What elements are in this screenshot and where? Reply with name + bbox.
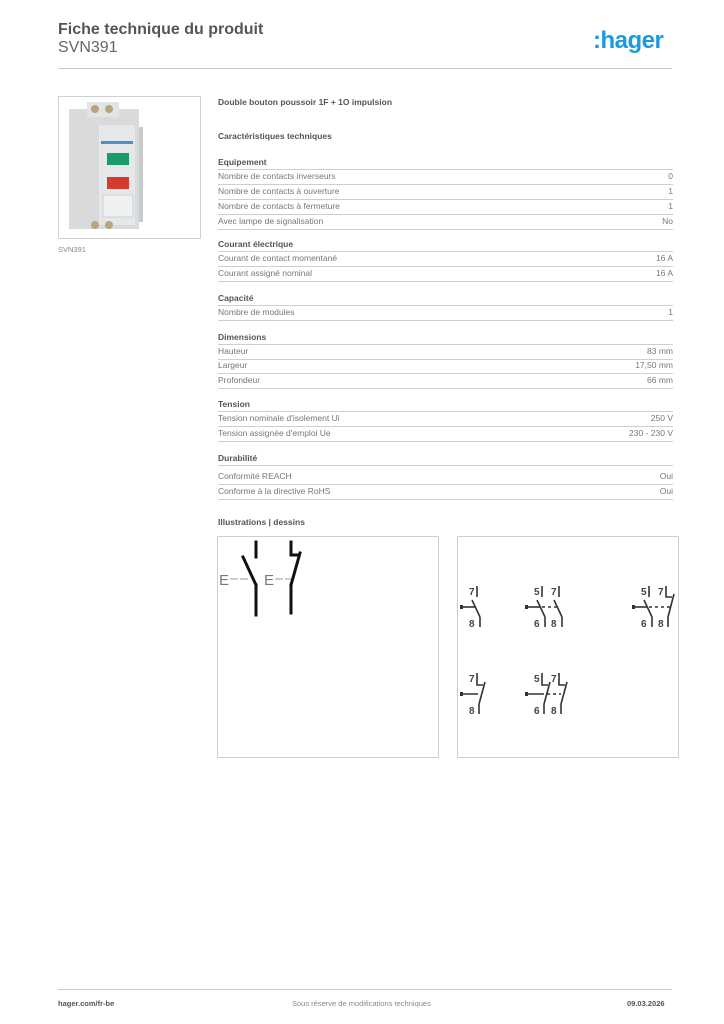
spec-label: Avec lampe de signalisation [218,216,324,226]
spec-label: Courant de contact momentané [218,253,338,263]
spec-value: Oui [659,486,673,496]
svg-text:7: 7 [658,587,664,598]
spec-value: 17,50 mm [635,360,673,370]
contact-variants-icon [458,537,680,759]
product-code: SVN391 [58,39,118,56]
section-title-courant: Courant électrique [218,238,673,252]
spec-row [218,185,673,200]
spec-value: 230 - 230 V [629,428,673,438]
svg-text:E: E [219,572,230,589]
spec-value: 83 mm [647,346,673,356]
footer-website-link[interactable]: hager.com/fr-be [58,999,115,1008]
footer-date: 09.03.2026 [627,999,665,1008]
spec-value: No [662,216,673,226]
spec-label: Profondeur [218,375,261,385]
spec-value: Oui [659,471,673,481]
spec-value: 16 A [655,268,673,278]
hager-logo: :hager [593,27,664,54]
svg-text:7: 7 [469,587,475,598]
spec-row [218,485,673,500]
contact-variants-box [457,536,679,758]
tech-characteristics-title: Caractéristiques techniques [218,131,332,141]
product-image [58,96,201,239]
header-divider [58,68,672,69]
header-title: Fiche technique du produit [58,21,264,38]
svg-text:8: 8 [469,706,475,717]
svg-text:8: 8 [469,619,475,630]
svg-text:5: 5 [534,587,540,598]
spec-value: 1 [668,186,673,196]
svg-text:5: 5 [534,674,540,685]
spec-value: 1 [668,307,673,317]
spec-row [218,345,673,360]
svg-text:8: 8 [551,619,557,630]
svg-text:8: 8 [551,706,557,717]
section-title-durabilite: Durabilité [218,452,673,466]
spec-row [218,374,673,389]
section-title-equipement: Equipement [218,156,673,170]
spec-label: Courant assigné nominal [218,268,313,278]
illustrations-title: Illustrations | dessins [218,517,305,527]
spec-label: Conformité REACH [218,471,292,481]
spec-row [218,170,673,185]
svg-text:7: 7 [469,674,475,685]
svg-text:6: 6 [534,706,540,717]
spec-label: Nombre de modules [218,307,295,317]
footer-divider [58,989,672,990]
spec-label: Nombre de contacts inverseurs [218,171,336,181]
svg-text:5: 5 [641,587,647,598]
spec-label: Nombre de contacts à ouverture [218,186,340,196]
spec-row [218,252,673,267]
spec-label: Tension assignée d'emploi Ue [218,428,331,438]
spec-row [218,267,673,282]
section-title-tension: Tension [218,398,673,412]
spec-row [218,470,673,485]
spec-row [218,306,673,321]
svg-text:7: 7 [551,674,557,685]
spec-label: Conforme à la directive RoHS [218,486,331,496]
pushbutton-symbol-icon [218,537,440,759]
spec-value: 1 [668,201,673,211]
product-image-caption: SVN391 [58,245,86,254]
svg-text:6: 6 [641,619,647,630]
wiring-diagram-box [217,536,439,758]
spec-value: 16 A [655,253,673,263]
spec-row [218,427,673,442]
spec-row [218,412,673,427]
svg-text:6: 6 [534,619,540,630]
spec-label: Hauteur [218,346,249,356]
section-title-dimensions: Dimensions [218,331,673,345]
svg-text:8: 8 [658,619,664,630]
spec-row [218,200,673,215]
product-description: Double bouton poussoir 1F + 1O impulsion [218,97,393,107]
footer-disclaimer: Sous réserve de modifications techniques [292,999,431,1008]
spec-row [218,359,673,374]
spec-row [218,215,673,230]
spec-label: Largeur [218,360,248,370]
spec-label: Nombre de contacts à fermeture [218,201,340,211]
spec-label: Tension nominale d'isolement Ui [218,413,340,423]
svg-text:E: E [264,572,275,589]
spec-value: 0 [668,171,673,181]
svg-text:7: 7 [551,587,557,598]
spec-value: 250 V [650,413,673,423]
spec-value: 66 mm [647,375,673,385]
section-title-capacite: Capacité [218,292,673,306]
